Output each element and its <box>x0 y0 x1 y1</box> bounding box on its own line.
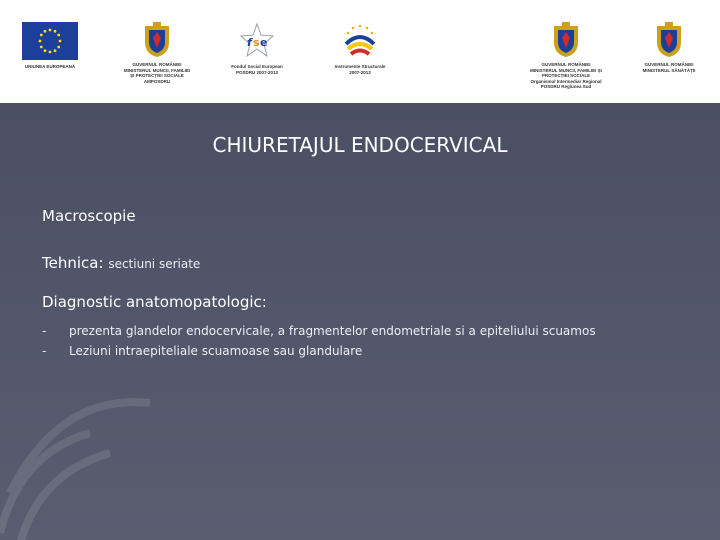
bullet-text: Leziuni intraepiteliale scuamoase sau glandulare <box>69 344 363 358</box>
ministry-labour-logo <box>112 22 202 84</box>
ministry-health-logo <box>636 22 702 73</box>
header-logos-bar <box>0 0 720 103</box>
structural-instruments-logo <box>325 22 395 75</box>
structural-instruments-icon <box>341 22 379 60</box>
eu-logo <box>22 22 78 70</box>
svg-text:e: e <box>260 36 268 49</box>
bullet-dash: - <box>42 324 47 338</box>
decorative-swirl-icon <box>0 333 180 540</box>
fse-logo <box>222 22 292 75</box>
list-item <box>42 321 596 341</box>
coat-of-arms-icon <box>142 22 172 58</box>
svg-text:s: s <box>253 36 260 49</box>
ministry-labour-regional-logo <box>520 22 612 90</box>
coat-of-arms-icon <box>654 22 684 58</box>
list-item <box>42 341 596 361</box>
eu-flag-icon <box>22 22 78 60</box>
coat-of-arms-icon <box>551 22 581 58</box>
ministry-labour-regional-caption: GUVERNUL ROMÂNIEI MINISTERUL MUNCII, FAMILIEI ȘI PROTECȚIEI SOCIALE Organismul Intermediar Regional POSDRU Regiunea Sud <box>530 62 602 89</box>
structural-instruments-caption: Instrumente Structurale 2007-2013 <box>334 64 386 75</box>
svg-text:f: f <box>247 36 252 49</box>
tehnica-value: sectiuni seriate <box>108 257 201 271</box>
macroscopie-label: Macroscopie <box>42 207 136 225</box>
fse-caption: Fondul Social European POSDRU 2007-2013 <box>231 64 283 75</box>
bullet-dash: - <box>42 344 47 358</box>
ministry-labour-caption: GUVERNUL ROMÂNIEI MINISTERUL MUNCII, FAMILIEI ȘI PROTECȚIEI SOCIALE AMPOSDRU <box>123 62 191 84</box>
diagnostic-label: Diagnostic anatomopatologic: <box>42 293 267 311</box>
tehnica-label: Tehnica: <box>42 254 104 272</box>
ministry-health-caption: GUVERNUL ROMÂNIEI MINISTERUL SĂNĂTĂȚII <box>642 62 696 73</box>
diagnostic-list <box>42 321 596 361</box>
slide-body <box>0 103 720 540</box>
bullet-text: prezenta glandelor endocervicale, a fragmentelor endometriale si a epiteliului scuamos <box>69 324 596 338</box>
slide-title: CHIURETAJUL ENDOCERVICAL <box>212 133 508 157</box>
tehnica-line <box>42 254 200 272</box>
fse-star-icon <box>239 22 275 60</box>
eu-logo-caption: UNIUNEA EUROPEANĂ <box>24 64 76 69</box>
